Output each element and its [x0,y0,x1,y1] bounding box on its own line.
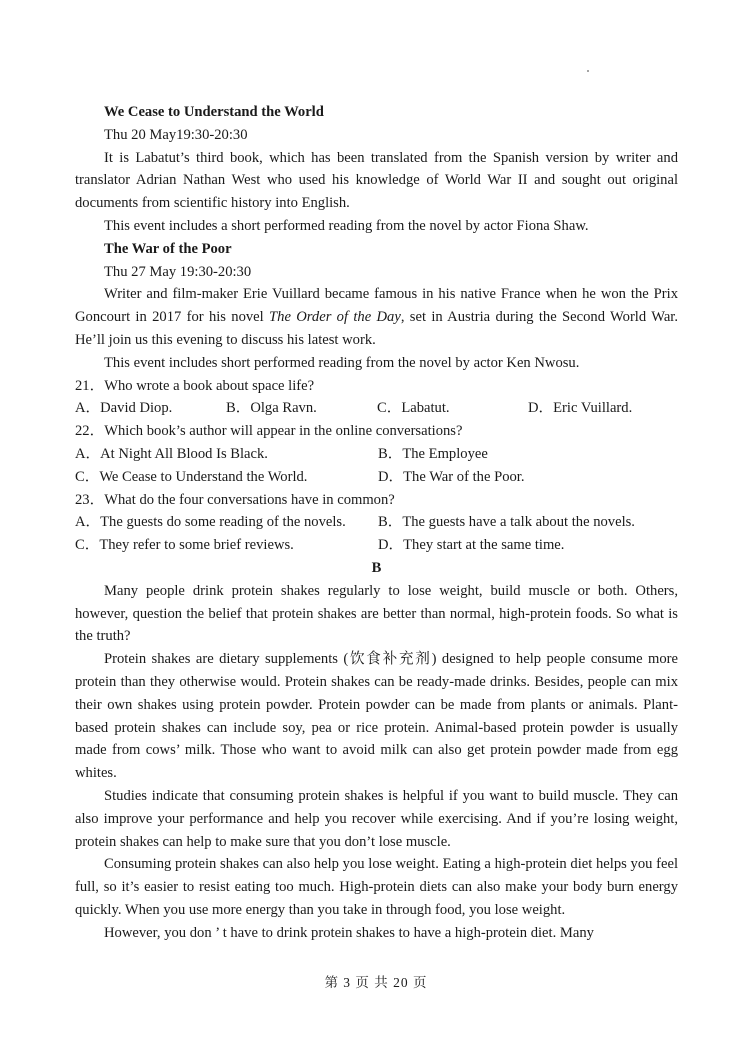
option-a: A．The guests do some reading of the novels. [75,514,346,531]
question-options [75,443,678,466]
event-reading-note: This event includes short performed reading from the novel by actor Ken Nwosu. [104,354,580,371]
option-b: B．The Employee [378,445,488,462]
event-description: It is Labatut’s third book, which has been translated from the Spanish version by writer and translator Adrian Nathan West who used his knowledge of World War II and sought out original documents from scientific history into English. [75,149,678,212]
event-title: The War of the Poor [104,240,232,257]
option-d: D．The War of the Poor. [378,468,525,485]
passage-paragraph: Consuming protein shakes can also help you lose weight. Eating a high-protein diet helps you feel full, so it’s easier to resist eating too much. High-protein diets can also make your body burn energy quickly. When you use more energy than you take in through food, you lose weight. [75,856,678,918]
option-c: C．We Cease to Understand the World. [75,468,308,485]
section-heading: B [371,559,382,576]
question-options [75,397,678,420]
question-stem: 22．Which book’s author will appear in the online conversations? [75,423,463,440]
event-reading-note: This event includes a short performed reading from the novel by actor Fiona Shaw. [104,217,589,234]
scan-speck [587,70,589,72]
option-a: A．At Night All Blood Is Black. [75,445,268,462]
event-time: Thu 27 May 19:30-20:30 [104,263,252,280]
option-d: D．Eric Vuillard. [528,400,633,417]
option-c: C．They refer to some brief reviews. [75,537,294,554]
event-title: We Cease to Understand the World [104,104,324,120]
passage-paragraph: Many people drink protein shakes regularly to lose weight, build muscle or both. Others, however, question the belief that protein shakes are better than normal, high-protein foods. So what is the truth? [75,582,678,645]
question-options [75,511,678,534]
event-time: Thu 20 May19:30-20:30 [104,126,248,143]
option-c: C．Labatut. [377,400,450,417]
passage-paragraph: Studies indicate that consuming protein shakes is helpful if you want to build muscle. They can also improve your performance and help you recover while exercising. And if you’re losing weight, protein shakes can help to make sure that you don’t lose muscle. [75,787,678,850]
question-options [75,466,678,489]
question-stem: 21．Who wrote a book about space life? [75,377,315,394]
page-footer: 第 3 页 共 20 页 [324,975,428,990]
option-b: B．Olga Ravn. [226,400,317,417]
event-description [75,283,678,351]
text-run: Writer and film-maker Erie Vuillard became famous in his native France when he won the Prix Goncourt in 2017 for his novel [75,286,678,326]
passage-paragraph: Protein shakes are dietary supplements (饮食补充剂) designed to help people consume more protein than they otherwise would. Protein shakes can be ready-made drinks. Besides, people can mix their own shakes using protein powder. Protein powder can be made from plants or animals. Plant-based protein shakes can include soy, pea or rice protein. Animal-based protein powder is usually made from cows’ milk. Those who want to avoid milk can also get protein powder made from egg whites. [75,651,678,782]
option-b: B．The guests have a talk about the novels. [378,514,635,531]
passage-paragraph: However, you don ’ t have to drink protein shakes to have a high-protein diet. Many [104,924,594,941]
question-options [75,534,678,557]
page-content [75,101,678,944]
option-a: A．David Diop. [75,400,173,417]
question-stem: 23．What do the four conversations have in common? [75,491,395,508]
novel-title: The Order of the Day [269,309,401,326]
text-run: , set in Austria during the Second World War. He’ll join us this evening to discuss his latest work. [75,309,678,348]
option-d: D．They start at the same time. [378,537,565,554]
